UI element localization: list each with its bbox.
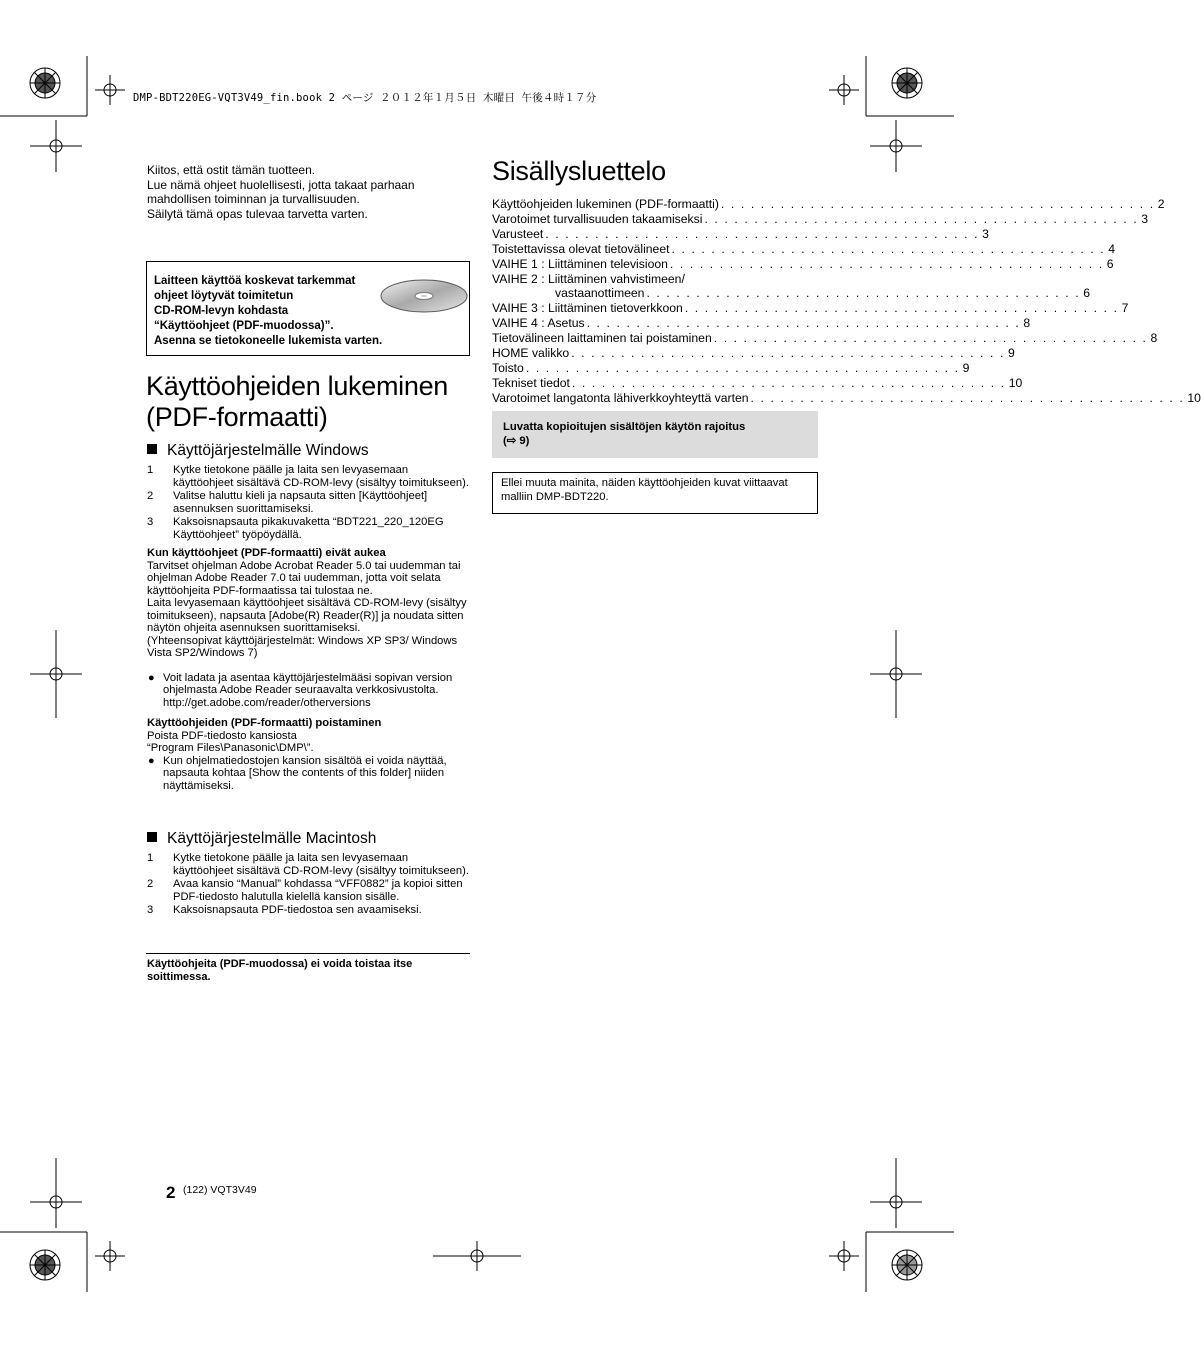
- step-number: 3: [147, 904, 154, 916]
- toc-leader: . . . . . . . . . . . . . . . . . . . . . . . . . . . . . . . . . . . . . . . . . . . .: [571, 375, 1006, 390]
- square-bullet-icon: [147, 444, 157, 454]
- step-number: 2: [147, 878, 154, 890]
- step-item: [147, 464, 469, 489]
- bullet-dot-icon: ●: [148, 671, 155, 684]
- toc-entry[interactable]: [492, 316, 1031, 331]
- toc-label: Varusteet: [492, 226, 544, 241]
- toc-title: Sisällysluettelo: [492, 156, 666, 186]
- step-text: Kaksoisnapsauta pikakuvaketta “BDT221_220_120EG Käyttöohjeet” työpöydällä.: [173, 516, 444, 541]
- toc-entry[interactable]: [492, 331, 1158, 346]
- toc-entry[interactable]: [492, 346, 1015, 361]
- toc-label: Varotoimet turvallisuuden takaamiseksi: [492, 211, 703, 226]
- toc-page: 3: [1141, 211, 1149, 226]
- toc-entry[interactable]: [492, 375, 1023, 391]
- macintosh-heading-text: Käyttöjärjestelmälle Macintosh: [167, 830, 377, 847]
- macintosh-section: [147, 830, 469, 918]
- step-text: Kaksoisnapsauta PDF-tiedostoa sen avaamiseksi.: [173, 904, 422, 916]
- toc-leader: . . . . . . . . . . . . . . . . . . . . . . . . . . . . . . . . . . . . . . . . . . . .: [704, 211, 1139, 226]
- toc-label: Käyttöohjeiden lukeminen (PDF-formaatti): [492, 197, 719, 211]
- toc-page: 6: [1083, 286, 1091, 301]
- table-of-contents: [492, 197, 1201, 406]
- toc-entry[interactable]: [492, 286, 1091, 301]
- step-item: [147, 878, 469, 903]
- toc-leader: . . . . . . . . . . . . . . . . . . . . . . . . . . . . . . . . . . . . . . . . . . . .: [713, 331, 1148, 346]
- toc-label: Tietovälineen laittaminen tai poistaminen: [492, 331, 712, 346]
- toc-label: Toisto: [492, 360, 524, 375]
- cd-rom-disc-icon: [380, 278, 468, 314]
- rosette-top-right-icon: [892, 68, 922, 98]
- toc-page: 10: [1187, 390, 1201, 405]
- toc-label: Toistettavissa olevat tietovälineet: [492, 241, 670, 256]
- toc-page: 4: [1108, 241, 1116, 256]
- toc-entry[interactable]: [492, 197, 1165, 212]
- step-number: 1: [147, 464, 154, 476]
- pdf-remove-block: [147, 717, 469, 792]
- bullet-item: [147, 755, 469, 793]
- step-number: 3: [147, 516, 154, 528]
- windows-section: [147, 442, 469, 792]
- intro-line: Lue nämä ohjeet huolellisesti, jotta takaat parhaan: [147, 177, 415, 192]
- toc-entry[interactable]: [492, 241, 1116, 257]
- pdf-playback-note: Käyttöohjeita (PDF-muodossa) ei voida toistaa itse soittimessa.: [147, 958, 413, 983]
- windows-steps: [147, 464, 469, 541]
- compatible-os-text: (Yhteensopivat käyttöjärjestelmät: Windows XP SP3/ Windows Vista SP2/Windows 7): [147, 634, 458, 659]
- toc-leader: . . . . . . . . . . . . . . . . . . . . . . . . . . . . . . . . . . . . . . . . . . . .: [525, 360, 960, 375]
- toc-label: VAIHE 1 : Liittäminen televisioon: [492, 256, 668, 271]
- pdf-remove-text: Poista PDF-tiedosto kansiosta: [147, 729, 297, 742]
- notice-line: ohjeet löytyvät toimitetun: [154, 290, 294, 302]
- windows-heading-text: Käyttöjärjestelmälle Windows: [167, 442, 369, 459]
- bullet-dot-icon: ●: [148, 754, 155, 767]
- macintosh-steps: [147, 852, 469, 917]
- step-number: 2: [147, 490, 154, 502]
- toc-page: 7: [1121, 301, 1129, 316]
- step-item: [147, 490, 469, 515]
- toc-leader: . . . . . . . . . . . . . . . . . . . . . . . . . . . . . . . . . . . . . . . . . . . .: [571, 346, 1005, 361]
- toc-label: VAIHE 4 : Asetus: [492, 316, 585, 331]
- toc-leader: . . . . . . . . . . . . . . . . . . . . . . . . . . . . . . . . . . . . . . . . . . . .: [684, 301, 1119, 316]
- windows-heading: [147, 442, 469, 460]
- step-text: Valitse haluttu kieli ja napsauta sitten [Käyttöohjeet] asennuksen suorittamiseksi.: [173, 490, 428, 515]
- adobe-download-link[interactable]: http://get.adobe.com/reader/otherversions: [163, 696, 371, 709]
- toc-leader: . . . . . . . . . . . . . . . . . . . . . . . . . . . . . . . . . . . . . . . . . . . .: [750, 390, 1185, 405]
- model-note-box: Ellei muuta mainita, näiden käyttöohjeiden kuvat viittaavat malliin DMP-BDT220.: [492, 472, 818, 514]
- step-text: Kytke tietokone päälle ja laita sen levyasemaan käyttöohjeet sisältävä CD-ROM-levy (sisältyy toimitukseen).: [173, 464, 469, 489]
- print-file-header: DMP-BDT220EG-VQT3V49_fin.book 2 ページ ２０１２年１月５日 木曜日 午後４時１７分: [133, 92, 597, 104]
- toc-leader: . . . . . . . . . . . . . . . . . . . . . . . . . . . . . . . . . . . . . . . . . . . .: [720, 197, 1155, 211]
- intro-paragraph: [147, 163, 467, 221]
- toc-leader: . . . . . . . . . . . . . . . . . . . . . . . . . . . . . . . . . . . . . . . . . . . .: [545, 226, 980, 241]
- toc-label: Tekniset tiedot: [492, 375, 570, 390]
- pdf-remove-path: “Program Files\Panasonic\DMP\”.: [147, 742, 314, 754]
- toc-page: 8: [1150, 331, 1158, 346]
- macintosh-heading: [147, 830, 469, 848]
- toc-label: Varotoimet langatonta lähiverkkoyhteyttä varten: [492, 390, 749, 405]
- copy-restriction-text: Luvatta kopioitujen sisältöjen käytön rajoitus: [503, 421, 746, 433]
- toc-page: 6: [1106, 256, 1114, 271]
- step-text: Kytke tietokone päälle ja laita sen levyasemaan käyttöohjeet sisältävä CD-ROM-levy (sisältyy toimitukseen).: [173, 852, 469, 877]
- pdf-not-open-text: Tarvitset ohjelman Adobe Acrobat Reader 5.0 tai uudemman tai ohjelman Adobe Reader 7.0 tai uudemman, jotta voit selata käyttöohjeita PDF-formaatissa tai tulostaa ne.: [147, 559, 461, 597]
- toc-entry[interactable]: [492, 256, 1114, 272]
- toc-entry[interactable]: [492, 211, 1149, 227]
- step-text: Avaa kansio “Manual” kohdassa “VFF0882” ja kopioi sitten PDF-tiedosto halutulla kielellä kansion sisälle.: [173, 878, 463, 903]
- intro-line: mahdollisen toiminnan ja turvallisuuden.: [147, 192, 360, 206]
- notice-text: [154, 274, 404, 349]
- bullet-text: Voit ladata ja asentaa käyttöjärjestelmääsi sopivan version ohjelmasta Adobe Reader seuraavalta verkkosivustolta.: [163, 671, 453, 696]
- copy-restriction-box[interactable]: [492, 411, 818, 458]
- square-bullet-icon: [147, 832, 157, 842]
- bullet-item: [147, 672, 469, 710]
- pdf-remove-heading: Käyttöohjeiden (PDF-formaatti) poistaminen: [147, 717, 382, 729]
- notice-line: “Käyttöohjeet (PDF-muodossa)”.: [154, 320, 334, 332]
- toc-leader: . . . . . . . . . . . . . . . . . . . . . . . . . . . . . . . . . . . . . . . . . . . .: [646, 286, 1081, 301]
- download-note: [147, 672, 469, 710]
- pdf-not-open-block: [147, 547, 469, 660]
- title-line: Käyttöohjeiden lukeminen: [146, 371, 449, 401]
- toc-label: HOME valikko: [492, 346, 570, 361]
- toc-page: 8: [1023, 316, 1031, 331]
- step-item: [147, 852, 469, 877]
- page-number: 2: [166, 1183, 176, 1202]
- rosette-bottom-right-icon: [892, 1250, 922, 1280]
- toc-entry[interactable]: [492, 301, 1129, 316]
- intro-line: Säilytä tämä opas tulevaa tarvetta varten.: [147, 206, 368, 221]
- toc-entry[interactable]: [492, 390, 1201, 406]
- toc-leader: . . . . . . . . . . . . . . . . . . . . . . . . . . . . . . . . . . . . . . . . . . . .: [586, 316, 1021, 331]
- title-line: (PDF-formaatti): [146, 402, 328, 432]
- toc-label: vastaanottimeen: [555, 286, 645, 301]
- notice-line: Asenna se tietokoneelle lukemista varten.: [154, 335, 383, 347]
- toc-page: 2: [1157, 197, 1165, 211]
- pdf-instructions-title: [146, 371, 476, 433]
- toc-leader: . . . . . . . . . . . . . . . . . . . . . . . . . . . . . . . . . . . . . . . . . . . .: [669, 256, 1104, 271]
- notice-line: CD-ROM-levyn kohdasta: [154, 305, 289, 317]
- rosette-top-left-icon: [30, 68, 60, 98]
- cd-rom-notice-box: [146, 261, 470, 356]
- bullet-text: Kun ohjelmatiedostojen kansion sisältöä ei voida näyttää, napsauta kohtaa [Show the contents of this folder] niiden näyttämiseksi.: [163, 754, 447, 792]
- toc-page: 3: [982, 226, 989, 241]
- notice-line: Laitteen käyttöä koskevat tarkemmat: [154, 275, 356, 287]
- toc-leader: . . . . . . . . . . . . . . . . . . . . . . . . . . . . . . . . . . . . . . . . . . . .: [671, 241, 1106, 256]
- copy-restriction-ref: (⇨ 9): [503, 435, 530, 447]
- toc-label: VAIHE 3 : Liittäminen tietoverkkoon: [492, 301, 683, 316]
- pdf-not-open-text: Laita levyasemaan käyttöohjeet sisältävä CD-ROM-levy (sisältyy toimitukseen), napsauta [Adobe(R) Reader(R)] ja noudata sitten näytön ohjeita asennuksen suorittamiseksi.: [147, 597, 467, 634]
- page-reference: (122) VQT3V49: [183, 1184, 257, 1196]
- toc-entry[interactable]: [492, 360, 970, 376]
- step-item: [147, 516, 469, 541]
- toc-entry[interactable]: [492, 226, 989, 242]
- rosette-bottom-left-icon: [30, 1250, 60, 1280]
- intro-line: Kiitos, että ostit tämän tuotteen.: [147, 163, 316, 177]
- toc-label: VAIHE 2 : Liittäminen vahvistimeen/: [492, 271, 685, 286]
- pdf-not-open-heading: Kun käyttöohjeet (PDF-formaatti) eivät aukea: [147, 547, 386, 559]
- toc-page: 9: [962, 360, 970, 375]
- toc-page: 9: [1008, 346, 1015, 361]
- toc-entry[interactable]: [492, 272, 818, 287]
- step-number: 1: [147, 852, 154, 864]
- divider: [146, 953, 470, 954]
- step-item: [147, 904, 469, 917]
- toc-page: 10: [1008, 375, 1023, 390]
